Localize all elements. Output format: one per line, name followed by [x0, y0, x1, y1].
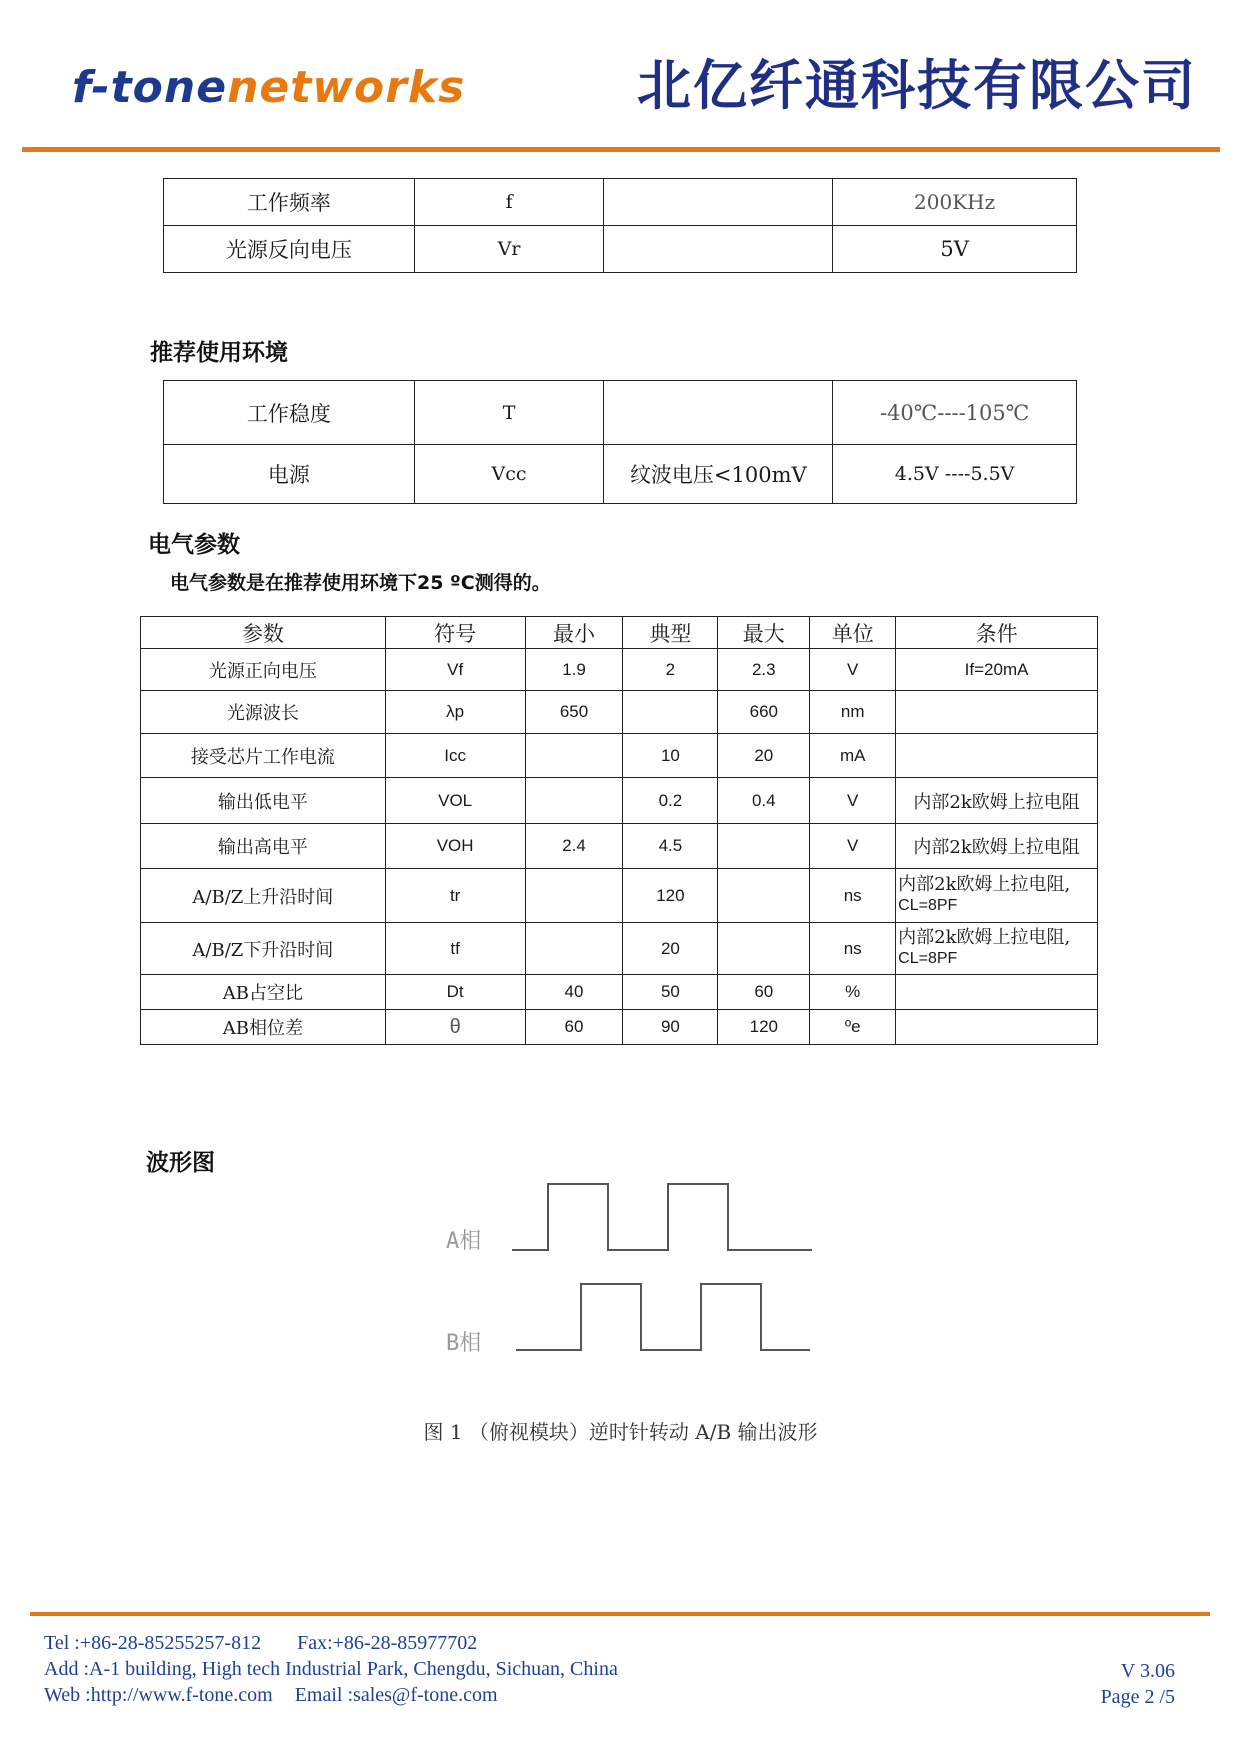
table-cell	[718, 923, 810, 975]
table-cell	[623, 691, 718, 734]
logo-text-part2: networks	[227, 62, 466, 113]
table-cell: Icc	[385, 734, 525, 778]
table-cell: 60	[525, 1010, 623, 1045]
waveform-label-a: A相	[446, 1229, 482, 1254]
electrical-note: 电气参数是在推荐使用环境下25 ºC测得的。	[170, 572, 551, 594]
table-cell: 60	[718, 975, 810, 1010]
column-header: 符号	[385, 617, 525, 649]
header-divider	[22, 147, 1220, 152]
table-row	[141, 824, 1098, 869]
table-cell: tf	[385, 923, 525, 975]
table-cell	[604, 381, 833, 445]
condition-line: CL=8PF	[898, 950, 958, 967]
page-number: Page 2 /5	[1100, 1686, 1175, 1708]
table-cell	[896, 975, 1098, 1010]
table-row	[141, 649, 1098, 691]
waveform-a-trace	[512, 1184, 812, 1250]
table-cell	[718, 869, 810, 923]
table-cell: 0.4	[718, 778, 810, 824]
table-row	[141, 975, 1098, 1010]
table-cell: 纹波电压<100mV	[604, 445, 833, 504]
column-header: 最大	[718, 617, 810, 649]
table-header-row	[141, 617, 1098, 649]
waveform-b-trace	[516, 1284, 810, 1350]
table-cell: nm	[810, 691, 896, 734]
table-cell: 2.3	[718, 649, 810, 691]
table-cell: VOH	[385, 824, 525, 869]
table-row	[164, 226, 1077, 273]
table-cell: 90	[623, 1010, 718, 1045]
table-cell: 2.4	[525, 824, 623, 869]
table-cell	[896, 734, 1098, 778]
footer-web-link[interactable]: Web :http://www.f-tone.com	[44, 1684, 273, 1706]
environment-table	[163, 380, 1077, 504]
table-row	[141, 734, 1098, 778]
table-cell: 50	[623, 975, 718, 1010]
table-row	[141, 869, 1098, 923]
table-cell: AB占空比	[141, 975, 386, 1010]
table-cell: 5V	[833, 226, 1077, 273]
column-header: 参数	[141, 617, 386, 649]
table-cell: mA	[810, 734, 896, 778]
section-heading-environment: 推荐使用环境	[150, 340, 288, 366]
table-cell: 工作频率	[164, 179, 415, 226]
table-cell: 120	[623, 869, 718, 923]
table-cell	[896, 923, 1098, 975]
table-cell: tr	[385, 869, 525, 923]
table-cell: Vr	[414, 226, 604, 273]
table-cell: 4.5	[623, 824, 718, 869]
table-cell: 内部2k欧姆上拉电阻	[896, 778, 1098, 824]
table-cell	[525, 869, 623, 923]
table-cell: f	[414, 179, 604, 226]
table-cell	[525, 734, 623, 778]
table-cell	[896, 691, 1098, 734]
logo-text-part1: f-tone	[72, 62, 228, 113]
table-cell: λp	[385, 691, 525, 734]
table-cell: 2	[623, 649, 718, 691]
column-header: 条件	[896, 617, 1098, 649]
table-cell	[896, 1010, 1098, 1045]
table-cell: 1.9	[525, 649, 623, 691]
table-cell: 650	[525, 691, 623, 734]
table-cell: θ	[385, 1010, 525, 1045]
table-cell	[718, 824, 810, 869]
table-row	[164, 381, 1077, 445]
section-heading-electrical: 电气参数	[148, 532, 240, 558]
table-cell: Dt	[385, 975, 525, 1010]
column-header: 单位	[810, 617, 896, 649]
condition-line: CL=8PF	[898, 897, 958, 914]
table-row	[141, 1010, 1098, 1045]
table-cell: Vcc	[414, 445, 604, 504]
footer-contact	[44, 1630, 618, 1708]
footer-divider	[30, 1612, 1210, 1616]
table-row	[164, 179, 1077, 226]
table-cell: AB相位差	[141, 1010, 386, 1045]
table-cell: %	[810, 975, 896, 1010]
table-cell: T	[414, 381, 604, 445]
ab-waveform-diagram	[440, 1180, 840, 1380]
table-cell: Vf	[385, 649, 525, 691]
table-cell: V	[810, 824, 896, 869]
waveform-label-b: B相	[446, 1331, 482, 1356]
table-cell: 光源反向电压	[164, 226, 415, 273]
table-cell: V	[810, 778, 896, 824]
company-name: 北亿纤通科技有限公司	[637, 53, 1197, 117]
table-cell: A/B/Z上升沿时间	[141, 869, 386, 923]
table-row	[141, 923, 1098, 975]
table-cell: 200KHz	[833, 179, 1077, 226]
rating-table	[163, 178, 1077, 273]
table-cell	[604, 226, 833, 273]
footer-fax: Fax:+86-28-85977702	[297, 1632, 478, 1654]
table-cell: 4.5V ----5.5V	[833, 445, 1077, 504]
table-cell: 电源	[164, 445, 415, 504]
table-cell: 输出低电平	[141, 778, 386, 824]
footer-email-link[interactable]: Email :sales@f-tone.com	[294, 1684, 498, 1706]
table-cell: 660	[718, 691, 810, 734]
document-version: V 3.06	[1120, 1660, 1175, 1682]
footer-version-block	[1101, 1658, 1175, 1710]
table-cell: V	[810, 649, 896, 691]
column-header: 最小	[525, 617, 623, 649]
table-cell	[525, 923, 623, 975]
footer-tel: Tel :+86-28-85255257-812	[44, 1632, 262, 1654]
table-cell: 20	[718, 734, 810, 778]
table-cell: ns	[810, 923, 896, 975]
table-row	[164, 445, 1077, 504]
table-cell: -40℃----105℃	[833, 381, 1077, 445]
table-cell	[604, 179, 833, 226]
table-row	[141, 778, 1098, 824]
table-cell: 40	[525, 975, 623, 1010]
section-heading-waveform: 波形图	[146, 1150, 215, 1176]
table-cell: ns	[810, 869, 896, 923]
table-cell: If=20mA	[896, 649, 1098, 691]
table-row	[141, 691, 1098, 734]
table-cell: 光源正向电压	[141, 649, 386, 691]
table-cell: 工作稳度	[164, 381, 415, 445]
table-cell: 光源波长	[141, 691, 386, 734]
table-cell: ºe	[810, 1010, 896, 1045]
table-cell: 0.2	[623, 778, 718, 824]
table-cell: 输出高电平	[141, 824, 386, 869]
company-logo	[72, 62, 466, 113]
figure-caption: 图 1 （俯视模块）逆时针转动 A/B 输出波形	[423, 1420, 818, 1444]
table-cell: 接受芯片工作电流	[141, 734, 386, 778]
condition-line: 内部2k欧姆上拉电阻,	[898, 874, 1071, 895]
condition-line: 内部2k欧姆上拉电阻,	[898, 927, 1071, 948]
table-cell: 20	[623, 923, 718, 975]
table-cell: 内部2k欧姆上拉电阻	[896, 824, 1098, 869]
table-cell: 120	[718, 1010, 810, 1045]
footer-address: Add :A-1 building, High tech Industrial Park, Chengdu, Sichuan, China	[44, 1658, 618, 1680]
electrical-parameters-table	[140, 616, 1098, 1045]
table-cell: 10	[623, 734, 718, 778]
table-cell	[525, 778, 623, 824]
column-header: 典型	[623, 617, 718, 649]
table-cell: VOL	[385, 778, 525, 824]
table-cell: A/B/Z下升沿时间	[141, 923, 386, 975]
table-cell	[896, 869, 1098, 923]
